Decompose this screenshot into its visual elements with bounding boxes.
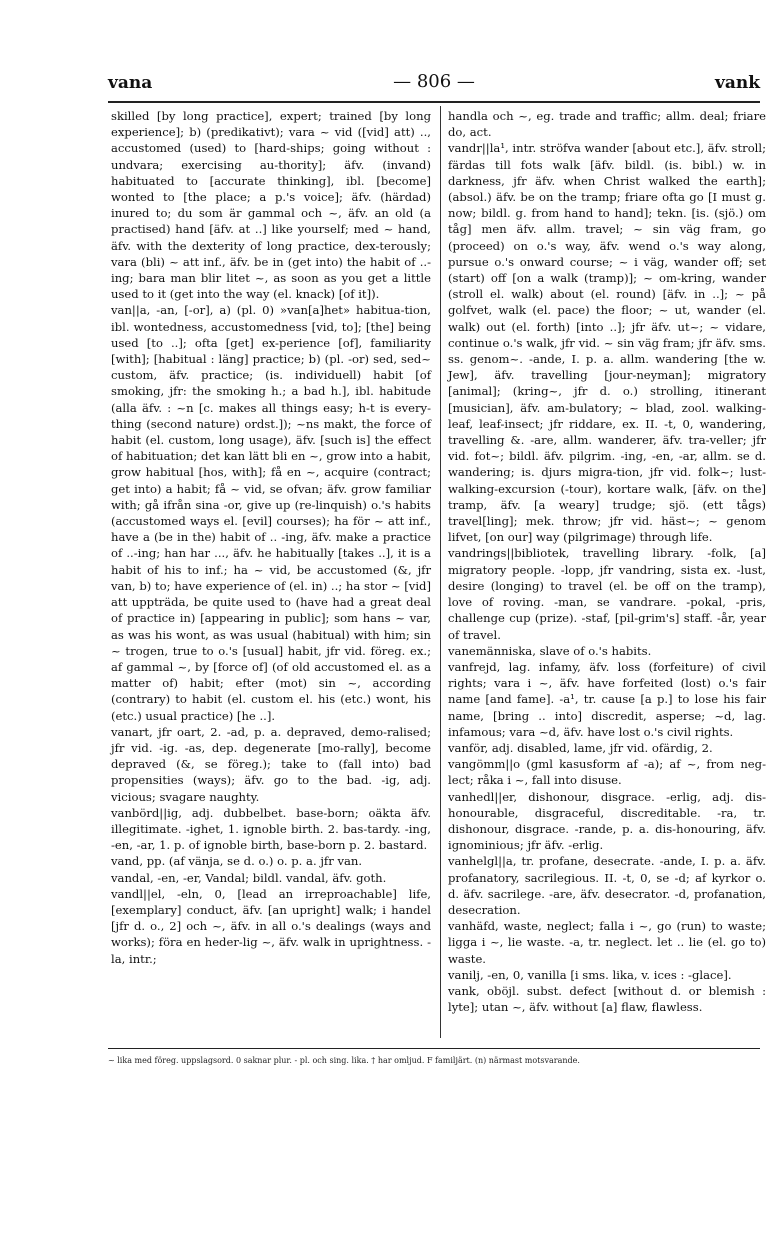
entry-vanfrejd: vanfrejd, lag. infamy, äfv. loss (forfeiture) of civil rights; vara i ~, äfv. have forfeited (lost) o.'s fair name [and fame]. -a¹, tr. cause [a p.] to lose his fair name, [bring .. into] discredit, asperse; ~d, lag. infamous; vara ~d, äfv. have lost o.'s civil rights.	[448, 659, 766, 739]
entry-vanhafd: vanhäfd, waste, neglect; falla i ~, go (run) to waste; ligga i ~, lie waste. -a, tr. neglect. let .. lie (el. go to) waste.	[448, 919, 766, 966]
entry-vandel: vandl||el, -eln, 0, [lead an irreproachable] life, [exemplary] conduct, äfv. [an upright] walk; i handel [jfr d. o., 2] och ~, äfv. in all o.'s dealings (ways and works); föra en heder-lig ~, äfv. walk in uprightness. -la, intr.;	[111, 886, 431, 966]
footer-rule	[108, 1048, 760, 1049]
entry-vandringsbibliotek: vandrings||bibliotek, travelling library. -folk, [a] migratory people. -lopp, jfr vandring, sista ex. -lust, desire (longing) to travel (el. be off on the tramp), love of roving. -man, se vandrare. -pokal, -pris, challenge cup (prize). -staf, [pil-grim's] staff. -år, year of travel.	[448, 546, 766, 642]
left-running-headword: vana	[108, 73, 153, 93]
column-divider	[440, 106, 441, 1038]
page-header	[108, 73, 760, 95]
abbreviation-legend: ~ lika med föreg. uppslagsord. 0 saknar plur. - pl. och sing. lika. † har omljud. F familjärt. (n) närmast motsvarande.	[108, 1056, 580, 1065]
entry-skilled: skilled [by long practice], expert; trained [by long experience]; b) (predikativt); vara ~ vid ([vid] att) .., accustomed (used) to [hard-ships; going without : undvara; exercising au-thority]; äfv. (invand) habituated to [accurate thinking], ibl. [become] wonted to [the place; a p.'s voice]; äfv. (härdad) inured to; du som är gammal och ~, äfv. an old (a practised) hand [äfv. at ..] like yourself; med ~ hand, äfv. with the dexterity of long practice, dex-terously; vara (bli) ~ att inf., äfv. be in (get into) the habit of ..-ing; bara man blir litet ~, as soon as you get a little used to it (get into the way (el. knack) [of it]).	[111, 109, 431, 302]
entry-vanhelga: vanhelgl||a, tr. profane, desecrate. -ande, I. p. a. äfv. profanatory, sacrilegious. II. -t, 0, se -d; af kyrkor o. d. äfv. sacrilege. -are, äfv. desecrator. -d, profanation, desecration.	[448, 854, 766, 917]
entry-vanheder: vanhedl||er, dishonour, disgrace. -erlig, adj. dis-honourable, disgraceful, discreditable. -ra, tr. dishonour, disgrace. -rande, p. a. dis-honouring, äfv. ignominious; jfr äfv. -erlig.	[448, 789, 766, 853]
entry-vanbordig: vanbörd||ig, adj. dubbelbet. base-born; oäkta äfv. illegitimate. -ighet, 1. ignoble birth. 2. bas-tardy. -ing, -en, -ar, 1. p. of ignoble birth, base-born p. 2. bastard.	[111, 805, 431, 853]
entry-vangommo: vangömm||o (gml kasusform af -a); af ~, from neg-lect; råka i ~, fall into disuse.	[448, 757, 766, 788]
page-number: — 806 —	[393, 71, 475, 92]
right-column	[448, 108, 766, 1015]
entry-vand: vand, pp. (af vänja, se d. o.) o. p. a. jfr van.	[111, 854, 363, 869]
entry-vana: van||a, -an, [-or], a) (pl. 0) »van[a]het» habitua-tion, ibl. wontedness, accustomedness [vid, to]; [the] being used [to ..]; ofta [get] ex-perience [of], familiarity [with]; [habitual : läng] practice; b) (pl. -or) sed, sed~ custom, äfv. practice; (is. individuell) habit [of smoking, jfr: the smoking h.; a bad h.], ibl. habitude (alla äfv. : ~n [c. makes all things easy; h-t is every-thing (second nature) ordst.]); ~ns makt, the force of habit (el. custom, long usage), äfv. [such is] the effect of habituation; det kan lätt bli en ~, grow into a habit, grow habitual [hos, with]; få en ~, acquire (contract; get into) a habit; få ~ vid, se ofvan; äfv. grow familiar with; gå ifrån sina -or, give up (re-linquish) o.'s habits (accustomed ways el. [evil] courses); ha för ~ att inf., have a (be in the) habit of .. -ing, äfv. make a practice of ..-ing; han har ..., äfv. he habitually [takes ..], it is a habit of his to inf.; ha ~ vid, be accustomed (&, jfr van, b) to; have experience of (el. in) ..; ha stor ~ [vid] att uppträda, be quite used to (have had a great deal of practice in) [appearing in public]; som hans ~ var, as was his wont, as was usual (habitual) with him; sin ~ trogen, true to o.'s [usual] habit, jfr vid. föreg. ex.; af gammal ~, by [force of] (of old accustomed el. as a matter of) habit; efter (mot) sin ~, according (contrary) to habit (el. custom el. his (etc.) wont, his (etc.) usual practice) [he ..].	[111, 303, 431, 723]
entry-vanart: vanart, jfr oart, 2. -ad, p. a. depraved, demo-ralised; jfr vid. -ig. -as, dep. degenerate [mo-rally], become depraved (&, se föreg.); take to (fall into) bad propensities (ways); äfv. go to the bad. -ig, adj. vicious; svagare naughty.	[111, 724, 431, 804]
entry-vandra: vandr||la¹, intr. ströfva wander [about etc.], äfv. stroll; färdas till fots walk [äfv. bildl. (is. bibl.) w. in darkness, jfr äfv. when Christ walked the earth]; (absol.) äfv. be on the tramp; friare ofta go [I must g. now; bildl. g. from hand to hand]; tekn. [is. (sjö.) om tåg] men äfv. allm. travel; ~ sin väg fram, go (proceed) on o.'s way, äfv. wend o.'s way along, pursue o.'s onward course; ~ i väg, wander off; set (start) off [on a walk (tramp)]; ~ om-kring, wander (stroll el. walk) about (el. round) [äfv. in ..]; ~ på golfvet, walk (el. pace) the floor; ~ ut, wander (el. walk) out (el. forth) [into ..]; jfr äfv. ut~; ~ vidare, continue o.'s walk, jfr vid. ~ sin väg fram; jfr äfv. sms. ss. genom~. -ande, I. p. a. allm. wandering [the w. Jew], äfv. travelling [jour-neyman]; migratory [animal]; (kring~, jfr d. o.) strolling, itinerant [musician], äfv. am-bulatory; ~ blad, zool. walking-leaf, leaf-insect; jfr riddare, ex. II. -t, 0, wandering, travelling &. -are, allm. wanderer, äfv. tra-veller; jfr vid. fot~; bildl. äfv. pilgrim. -ing, -en, -ar, allm. se d. wandering; is. djurs migra-tion, jfr vid. folk~; lust- walking-excursion (-tour), kortare walk, [äfv. on the] tramp, äfv. [a weary] trudge; sjö. (ett tågs) travel[ling]; mek. throw; jfr vid. häst~; ~ genom lifvet, [on our] way (pilgrimage) through life.	[448, 141, 766, 545]
entry-vanfor: vanför, adj. disabled, lame, jfr vid. ofärdig, 2.	[448, 740, 713, 755]
entry-vank: vank, oböjl. subst. defect [without d. or blemish : lyte]; utan ~, äfv. without [a] flaw, flawless.	[448, 983, 766, 1015]
header-rule	[108, 101, 760, 103]
entry-handla-och: handla och ~, eg. trade and traffic; allm. deal; friare do, act.	[448, 109, 766, 140]
entry-vanilj: vanilj, -en, 0, vanilla [i sms. lika, v. ices : -glace].	[448, 967, 732, 982]
right-running-headword: vank	[714, 73, 760, 93]
entry-vandal: vandal, -en, -er, Vandal; bildl. vandal, äfv. goth.	[111, 870, 387, 885]
entry-vanemanniska: vanemänniska, slave of o.'s habits.	[448, 643, 652, 658]
left-column	[111, 108, 431, 967]
